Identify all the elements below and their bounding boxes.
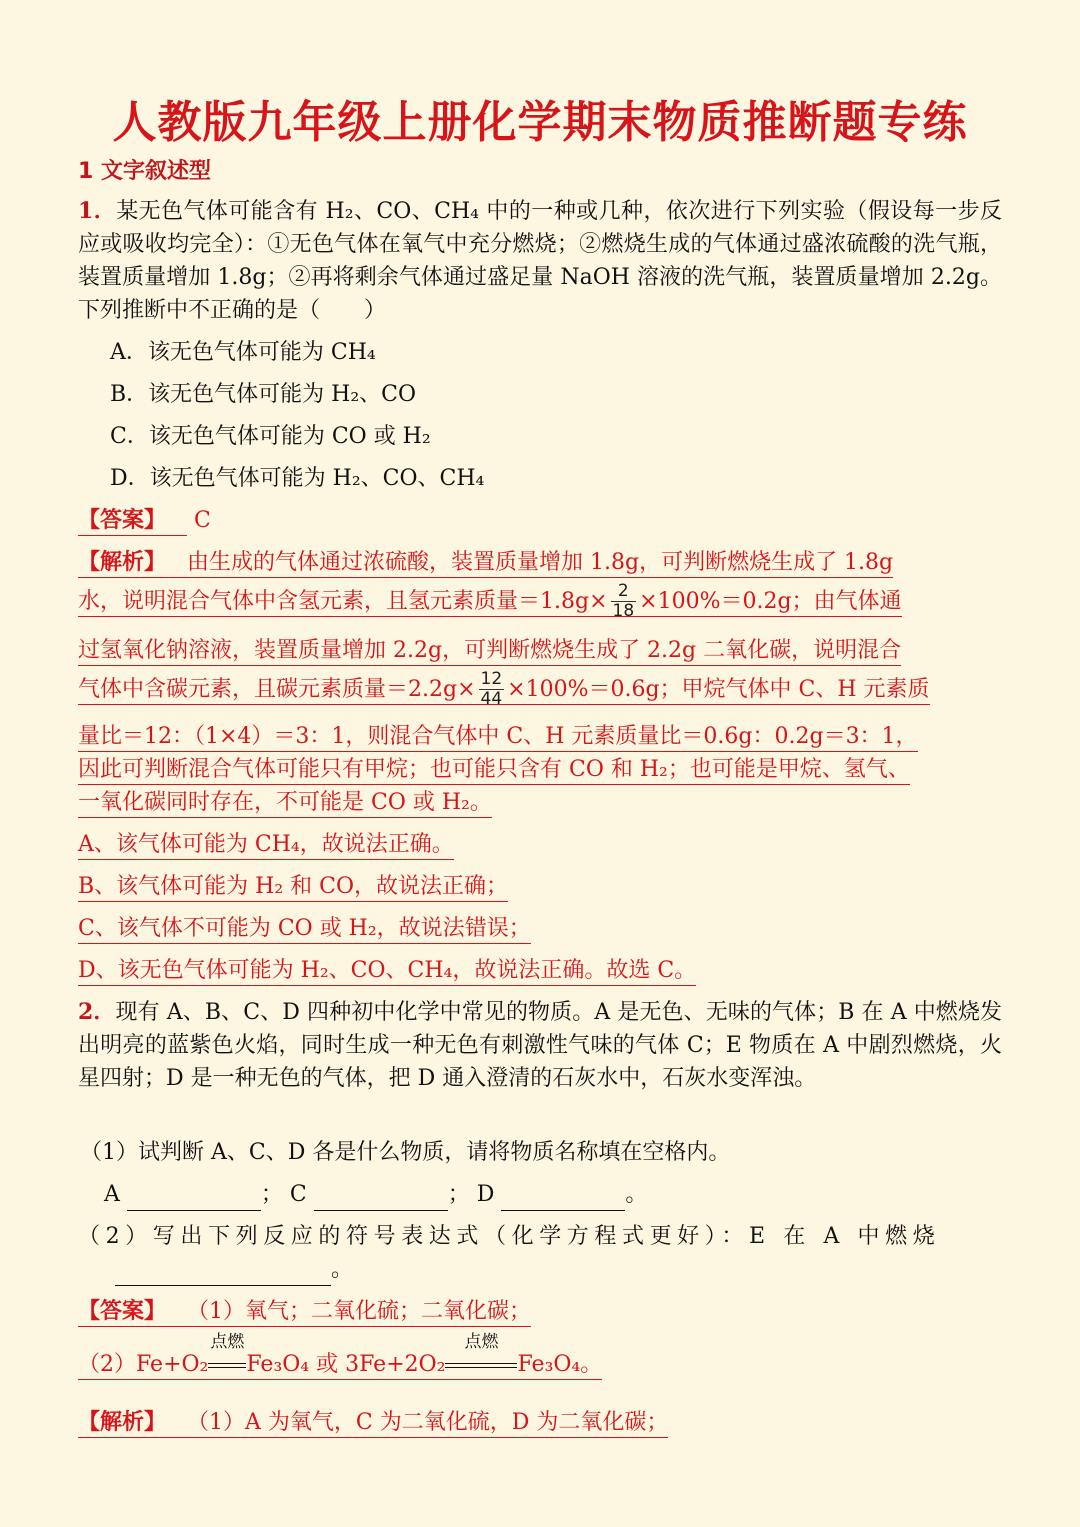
answer-value: C [194, 508, 211, 533]
question-1-analysis-line-6: 因此可判断混合气体可能只有甲烷；也可能只含有 CO 和 H₂；也可能是甲烷、氢气、 [78, 753, 910, 786]
question-2-sub-2: （2）写出下列反应的符号表达式（化学方程式更好）：E 在 A 中燃烧 [78, 1224, 941, 1249]
analysis-tag: 【解析】 [78, 550, 167, 575]
fraction-2-over-18: $\frac{2}{18}$ [612, 581, 635, 621]
page-title: 人教版九年级上册化学期末物质推断题专练 [112, 97, 968, 148]
question-2-stem [78, 996, 1002, 1095]
question-1-stem [78, 195, 1002, 327]
answer-tag: 【答案】 [78, 508, 167, 533]
question-2-equation-blank: 。 [115, 1253, 415, 1286]
fraction-12-over-44: $\frac{12}{44}$ [480, 669, 503, 709]
question-2-analysis: 【解析】 （1）A 为氧气，C 为二氧化硫，D 为二氧化碳； [78, 1406, 668, 1439]
reaction-condition-2: 点燃 [445, 1348, 517, 1381]
question-1-number: 1． [78, 198, 117, 224]
question-1-analysis-line-1: 【解析】 由生成的气体通过浓硫酸，装置质量增加 1.8g，可判断燃烧生成了 1.8g [78, 546, 893, 579]
question-1-option-c: C．该无色气体可能为 CO 或 H₂ [110, 424, 431, 449]
question-2-answer-2: （2）Fe+O₂ 点燃 Fe₃O₄ 或 3Fe+2O₂ 点燃 Fe₃O₄。 [78, 1348, 602, 1381]
answer-tag: 【答案】 [78, 1299, 167, 1324]
question-1-analysis-line-4: 气体中含碳元素，且碳元素质量＝2.2g× $\frac{12}{44}$ ×100%＝0.6g；甲烷气体中 C、H 元素质 [78, 669, 930, 709]
section-heading: 1 文字叙述型 [78, 159, 211, 184]
question-1-option-b: B．该无色气体可能为 H₂、CO [110, 382, 417, 407]
question-1-text: 某无色气体可能含有 H₂、CO、CH₄ 中的一种或几种，依次进行下列实验（假设每一步反应或吸收均完全）：①无色气体在氧气中充分燃烧；②燃烧生成的气体通过盛浓硫酸的洗气瓶，装置质量增加 1.8g；②再将剩余气体通过盛足量 NaOH 溶液的洗气瓶，装置质量增加 2.2g。下列推断中不正确的是（ ） [78, 199, 1003, 323]
question-1-note-c: C、该气体不可能为 CO 或 H₂，故说法错误； [78, 912, 531, 945]
question-1-option-d: D．该无色气体可能为 H₂、CO、CH₄ [110, 466, 485, 491]
question-2-number: 2． [78, 999, 116, 1025]
question-1-analysis-line-5: 量比＝12：（1×4）＝3：1，则混合气体中 C、H 元素质量比＝0.6g：0.2g＝3：1， [78, 720, 918, 753]
question-1-analysis-line-2: 水，说明混合气体中含氢元素，且氢元素质量＝1.8g× $\frac{2}{18}$ ×100%＝0.2g；由气体通 [78, 581, 902, 621]
blank-d-input[interactable] [501, 1188, 625, 1211]
blank-c-input[interactable] [314, 1188, 448, 1211]
blank-a-input[interactable] [127, 1188, 261, 1211]
reaction-condition-1: 点燃 [208, 1348, 246, 1381]
question-1-analysis-line-3: 过氢氧化钠溶液，装置质量增加 2.2g，可判断燃烧生成了 2.2g 二氧化碳，说明混合 [78, 634, 901, 667]
question-2-text: 现有 A、B、C、D 四种初中化学中常见的物质。A 是无色、无味的气体；B 在 A 中燃烧发出明亮的蓝紫色火焰，同时生成一种无色有刺激性气味的气体 C；E 物质在 A 中剧烈燃烧，火星四射；D 是一种无色的气体，把 D 通入澄清的石灰水中，石灰水变浑浊。 [78, 1000, 1002, 1091]
question-1-option-a: A．该无色气体可能为 CH₄ [110, 340, 376, 365]
blank-equation-input[interactable] [115, 1263, 331, 1286]
question-2-sub-1: （1）试判断 A、C、D 各是什么物质，请将物质名称填在空格内。 [80, 1140, 731, 1165]
question-1-analysis-line-7: 一氧化碳同时存在，不可能是 CO 或 H₂。 [78, 786, 492, 819]
question-2-answer-1: 【答案】 （1）氧气；二氧化硫；二氧化碳； [78, 1295, 531, 1328]
question-2-blanks: A ； C ； D 。 [104, 1178, 1004, 1211]
question-1-note-d: D、该无色气体可能为 H₂、CO、CH₄，故说法正确。故选 C。 [78, 954, 696, 987]
question-1-answer [78, 504, 211, 537]
question-1-note-b: B、该气体可能为 H₂ 和 CO，故说法正确； [78, 870, 508, 903]
analysis-tag: 【解析】 [78, 1410, 167, 1435]
question-1-note-a: A、该气体可能为 CH₄，故说法正确。 [78, 828, 454, 861]
